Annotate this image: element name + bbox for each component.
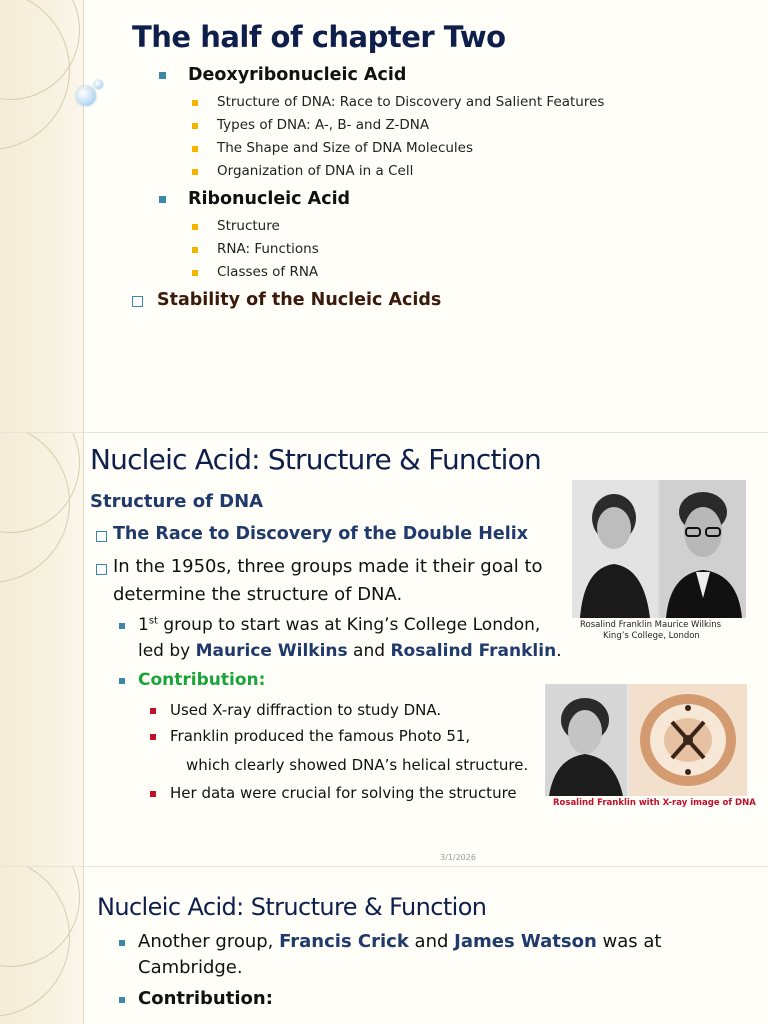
list-item: Classes of RNA — [217, 264, 319, 280]
square-bullet-icon — [119, 997, 125, 1003]
list-item: Her data were crucial for solving the structure — [170, 784, 517, 802]
page-title: The half of chapter Two — [132, 20, 506, 54]
slide-2 — [0, 432, 768, 866]
square-bullet-icon — [119, 678, 125, 684]
slide-subtitle: Structure of DNA — [90, 491, 264, 512]
paragraph-line: determine the structure of DNA. — [113, 584, 403, 605]
contribution-heading: Contribution: — [138, 988, 273, 1009]
square-bullet-icon — [159, 196, 166, 203]
list-item: RNA: Functions — [217, 241, 319, 257]
square-bullet-icon — [119, 623, 125, 629]
person-name: Francis Crick — [279, 931, 409, 952]
square-bullet-icon — [119, 940, 125, 946]
person-name: Rosalind Franklin — [390, 641, 557, 661]
list-item: Organization of DNA in a Cell — [217, 163, 414, 179]
text: Another group, — [138, 931, 280, 952]
xray-photo-icon — [545, 684, 747, 796]
photo-caption: King’s College, London — [603, 631, 700, 641]
photo-caption: Rosalind Franklin Maurice Wilkins — [580, 620, 722, 630]
list-item: Types of DNA: A-, B- and Z-DNA — [217, 117, 430, 133]
decorative-bubble-icon — [94, 80, 103, 89]
hollow-square-bullet-icon — [96, 531, 107, 542]
hollow-square-bullet-icon — [96, 564, 107, 575]
person-name: Maurice Wilkins — [195, 641, 348, 661]
portrait-photo — [572, 480, 746, 618]
slide-1 — [0, 0, 768, 432]
list-item: The Shape and Size of DNA Molecules — [217, 140, 474, 156]
list-item: which clearly showed DNA’s helical structure. — [186, 756, 529, 774]
group-text: group to start was at King’s College London, — [157, 615, 541, 635]
list-item: Structure of DNA: Race to Discovery and Salient Features — [217, 94, 605, 110]
section-heading-rna: Ribonucleic Acid — [188, 189, 351, 209]
text: and — [408, 931, 455, 952]
square-bullet-icon — [150, 791, 156, 797]
square-bullet-icon — [159, 72, 166, 79]
section-heading-stability: Stability of the Nucleic Acids — [157, 290, 442, 310]
group-line — [138, 615, 540, 635]
ordinal-suffix: st — [148, 615, 158, 627]
list-item: Franklin produced the famous Photo 51, — [170, 727, 471, 745]
photo-caption: Rosalind Franklin with X-ray image of DNA — [553, 798, 756, 808]
slide-3 — [0, 866, 768, 1024]
square-bullet-icon — [192, 100, 198, 106]
slide-left-divider — [83, 867, 84, 1024]
slide-left-divider — [83, 433, 84, 866]
topic-heading: The Race to Discovery of the Double Helix — [113, 524, 529, 544]
paragraph-line: Cambridge. — [138, 957, 243, 978]
square-bullet-icon — [192, 169, 198, 175]
xray-photo — [545, 684, 747, 796]
list-item: Structure — [217, 218, 280, 234]
slide-title: Nucleic Acid: Structure & Function — [90, 443, 541, 476]
square-bullet-icon — [192, 224, 198, 230]
text: . — [556, 641, 562, 661]
square-bullet-icon — [192, 247, 198, 253]
hollow-square-bullet-icon — [132, 296, 143, 307]
text: led by — [138, 641, 196, 661]
square-bullet-icon — [192, 146, 198, 152]
slide-title: Nucleic Acid: Structure & Function — [97, 893, 487, 921]
section-heading-dna: Deoxyribonucleic Acid — [188, 65, 407, 85]
list-item: Used X-ray diffraction to study DNA. — [170, 701, 442, 719]
decorative-bubble-icon — [76, 86, 96, 106]
paragraph-line: In the 1950s, three groups made it their goal to — [113, 556, 543, 577]
portrait-photo-icon — [572, 480, 746, 618]
square-bullet-icon — [192, 270, 198, 276]
square-bullet-icon — [192, 123, 198, 129]
text: was at — [596, 931, 662, 952]
group-number: 1 — [138, 615, 149, 635]
text: and — [347, 641, 391, 661]
slide-date: 3/1/2026 — [440, 853, 476, 862]
slide-left-divider — [83, 0, 84, 432]
group-line — [138, 641, 562, 661]
paragraph-line — [138, 931, 661, 952]
contribution-heading: Contribution: — [138, 670, 266, 690]
square-bullet-icon — [150, 708, 156, 714]
person-name: James Watson — [454, 931, 597, 952]
square-bullet-icon — [150, 734, 156, 740]
